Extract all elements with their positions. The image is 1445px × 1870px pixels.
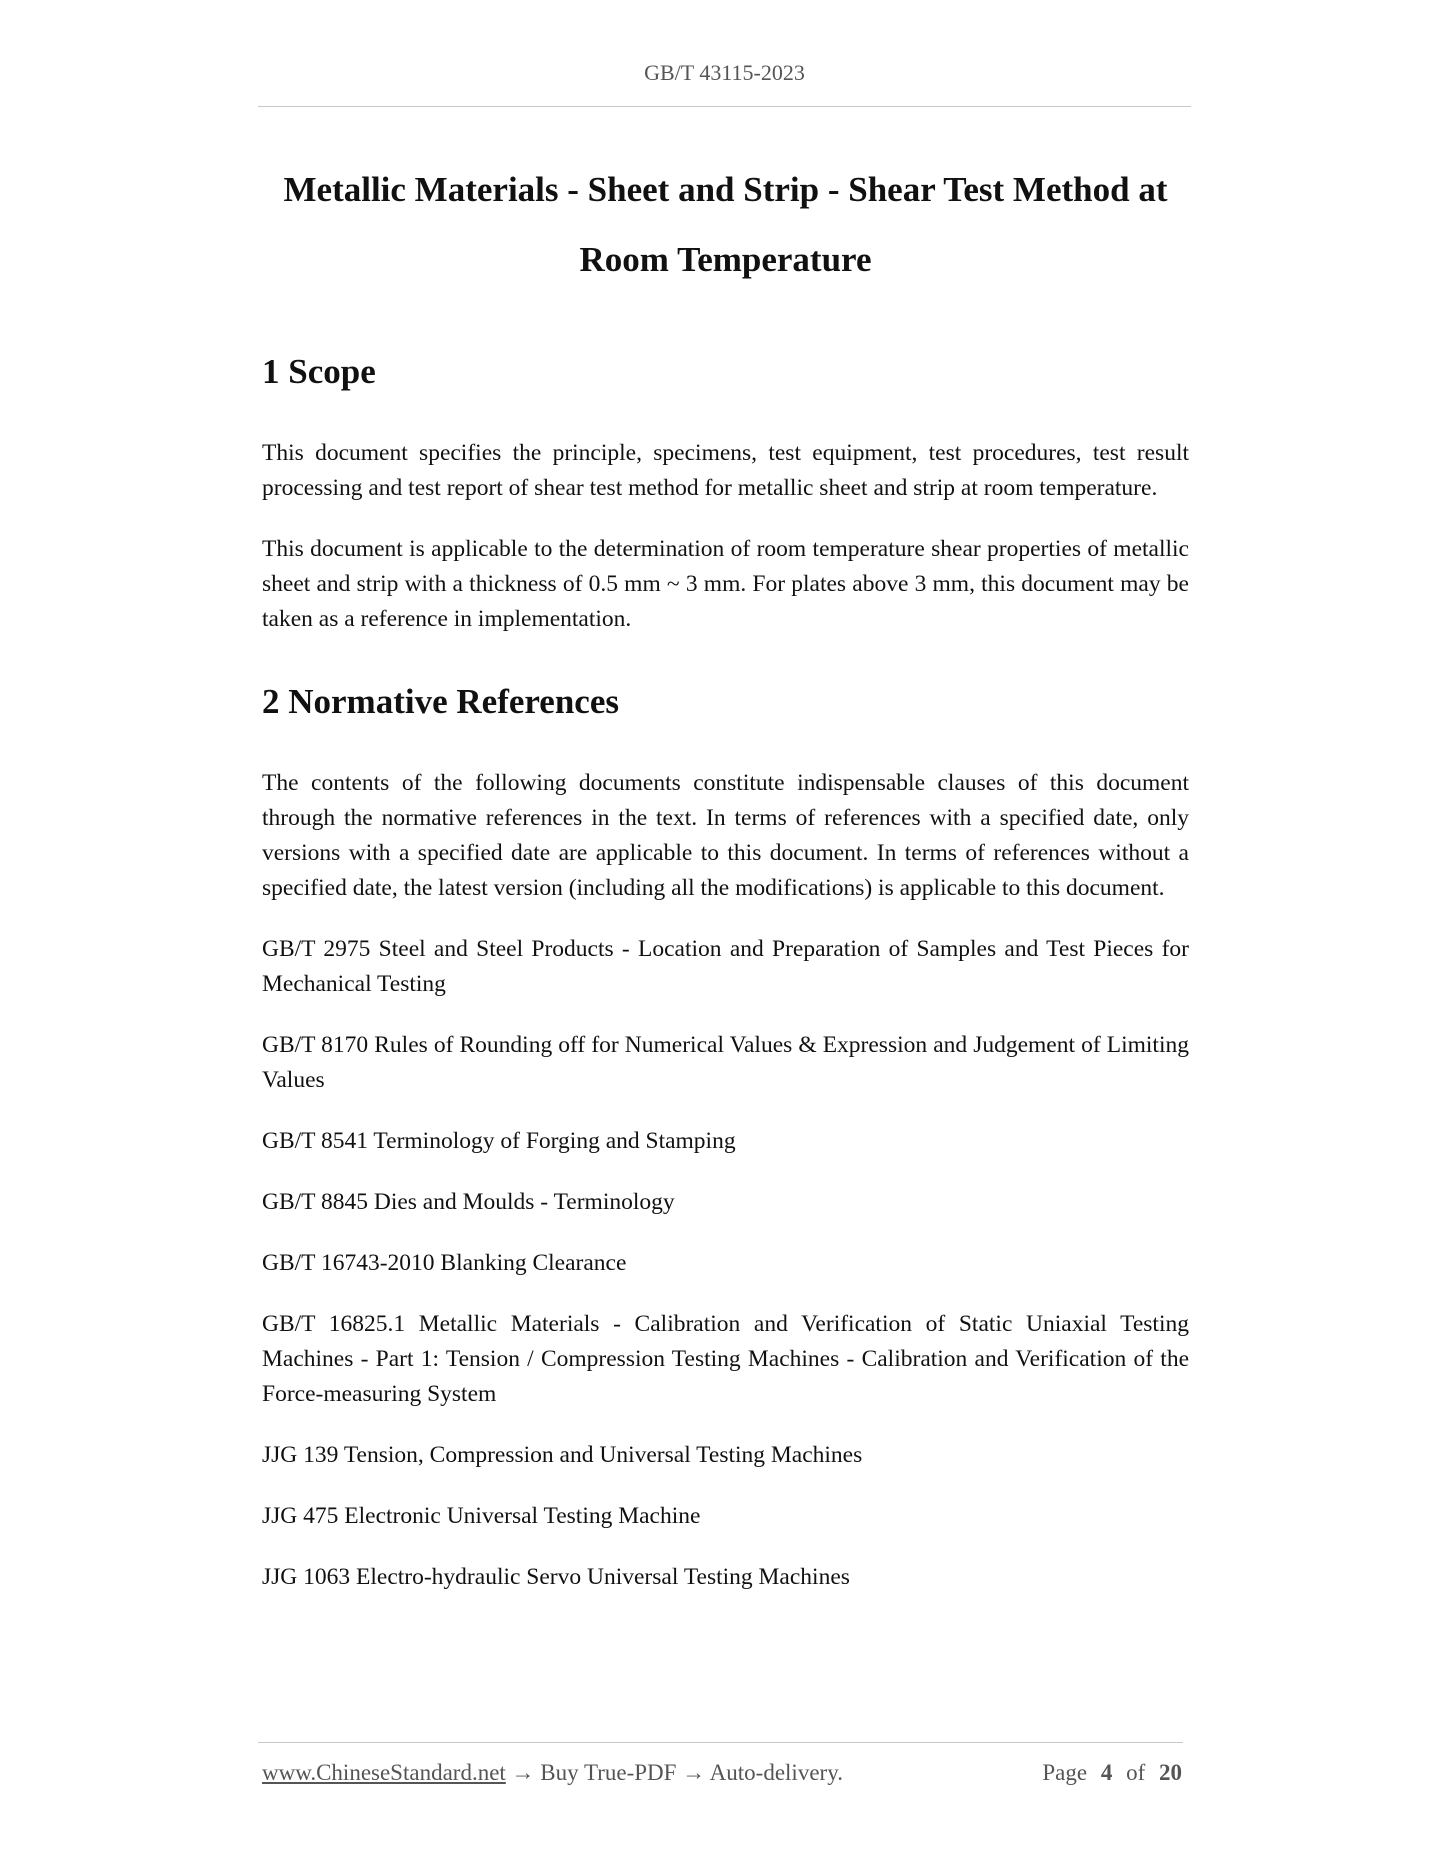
reference-item: GB/T 2975 Steel and Steel Products - Location and Preparation of Samples and Test Pieces for Mechanical Testing [262, 936, 1189, 997]
page-indicator [1042, 1760, 1182, 1786]
scope-paragraph-2: This document is applicable to the determination of room temperature shear properties of metallic sheet and strip with a thickness of 0.5 mm ~ 3 mm. For plates above 3 mm, this document may be taken as a reference in implementation. [262, 536, 1189, 632]
arrow-right-icon: → [682, 1760, 706, 1785]
reference-item: GB/T 16743-2010 Blanking Clearance [262, 1250, 627, 1276]
document-title [262, 155, 1189, 295]
page-label: Page [1042, 1760, 1088, 1785]
reference-item: JJG 1063 Electro-hydraulic Servo Universal Testing Machines [262, 1564, 850, 1590]
running-header: GB/T 43115-2023 [644, 60, 805, 85]
document-title-line-1: Metallic Materials - Sheet and Strip - Shear Test Method at [283, 170, 1168, 209]
normative-references-paragraph: The contents of the following documents constitute indispensable clauses of this document through the normative references in the text. In terms of references with a specified date, only versions with a specified date are applicable to this document. In terms of references without a specified date, the latest version (including all the modifications) is applicable to this document. [262, 770, 1189, 901]
reference-item: GB/T 8845 Dies and Moulds - Terminology [262, 1189, 675, 1215]
arrow-right-icon: → [511, 1760, 535, 1785]
document-body [262, 155, 1189, 1621]
document-title-line-2: Room Temperature [579, 240, 872, 279]
of-label: of [1126, 1760, 1146, 1785]
buy-true-pdf-text: Buy True-PDF [540, 1760, 677, 1785]
auto-delivery-text: Auto-delivery. [709, 1760, 843, 1785]
reference-item: JJG 475 Electronic Universal Testing Machine [262, 1503, 701, 1529]
reference-item: GB/T 8170 Rules of Rounding off for Numerical Values & Expression and Judgement of Limiting Values [262, 1032, 1189, 1093]
section-heading-scope: 1 Scope [262, 352, 376, 391]
reference-item: JJG 139 Tension, Compression and Universal Testing Machines [262, 1442, 863, 1468]
section-heading-normative-references: 2 Normative References [262, 682, 619, 721]
current-page-number: 4 [1100, 1760, 1113, 1785]
reference-item: GB/T 16825.1 Metallic Materials - Calibration and Verification of Static Uniaxial Testing Machines - Part 1: Tension / Compression Testing Machines - Calibration and Verification of the Force-measuring System [262, 1311, 1189, 1407]
total-page-count: 20 [1159, 1760, 1182, 1785]
header-divider [258, 106, 1191, 107]
footer-divider [258, 1742, 1183, 1743]
scope-paragraph-1: This document specifies the principle, specimens, test equipment, test procedures, test result processing and test report of shear test method for metallic sheet and strip at room temperature. [262, 440, 1189, 501]
chinesestandard-link[interactable]: www.ChineseStandard.net [262, 1760, 506, 1785]
footer-promo [262, 1760, 843, 1786]
reference-item: GB/T 8541 Terminology of Forging and Stamping [262, 1128, 736, 1154]
